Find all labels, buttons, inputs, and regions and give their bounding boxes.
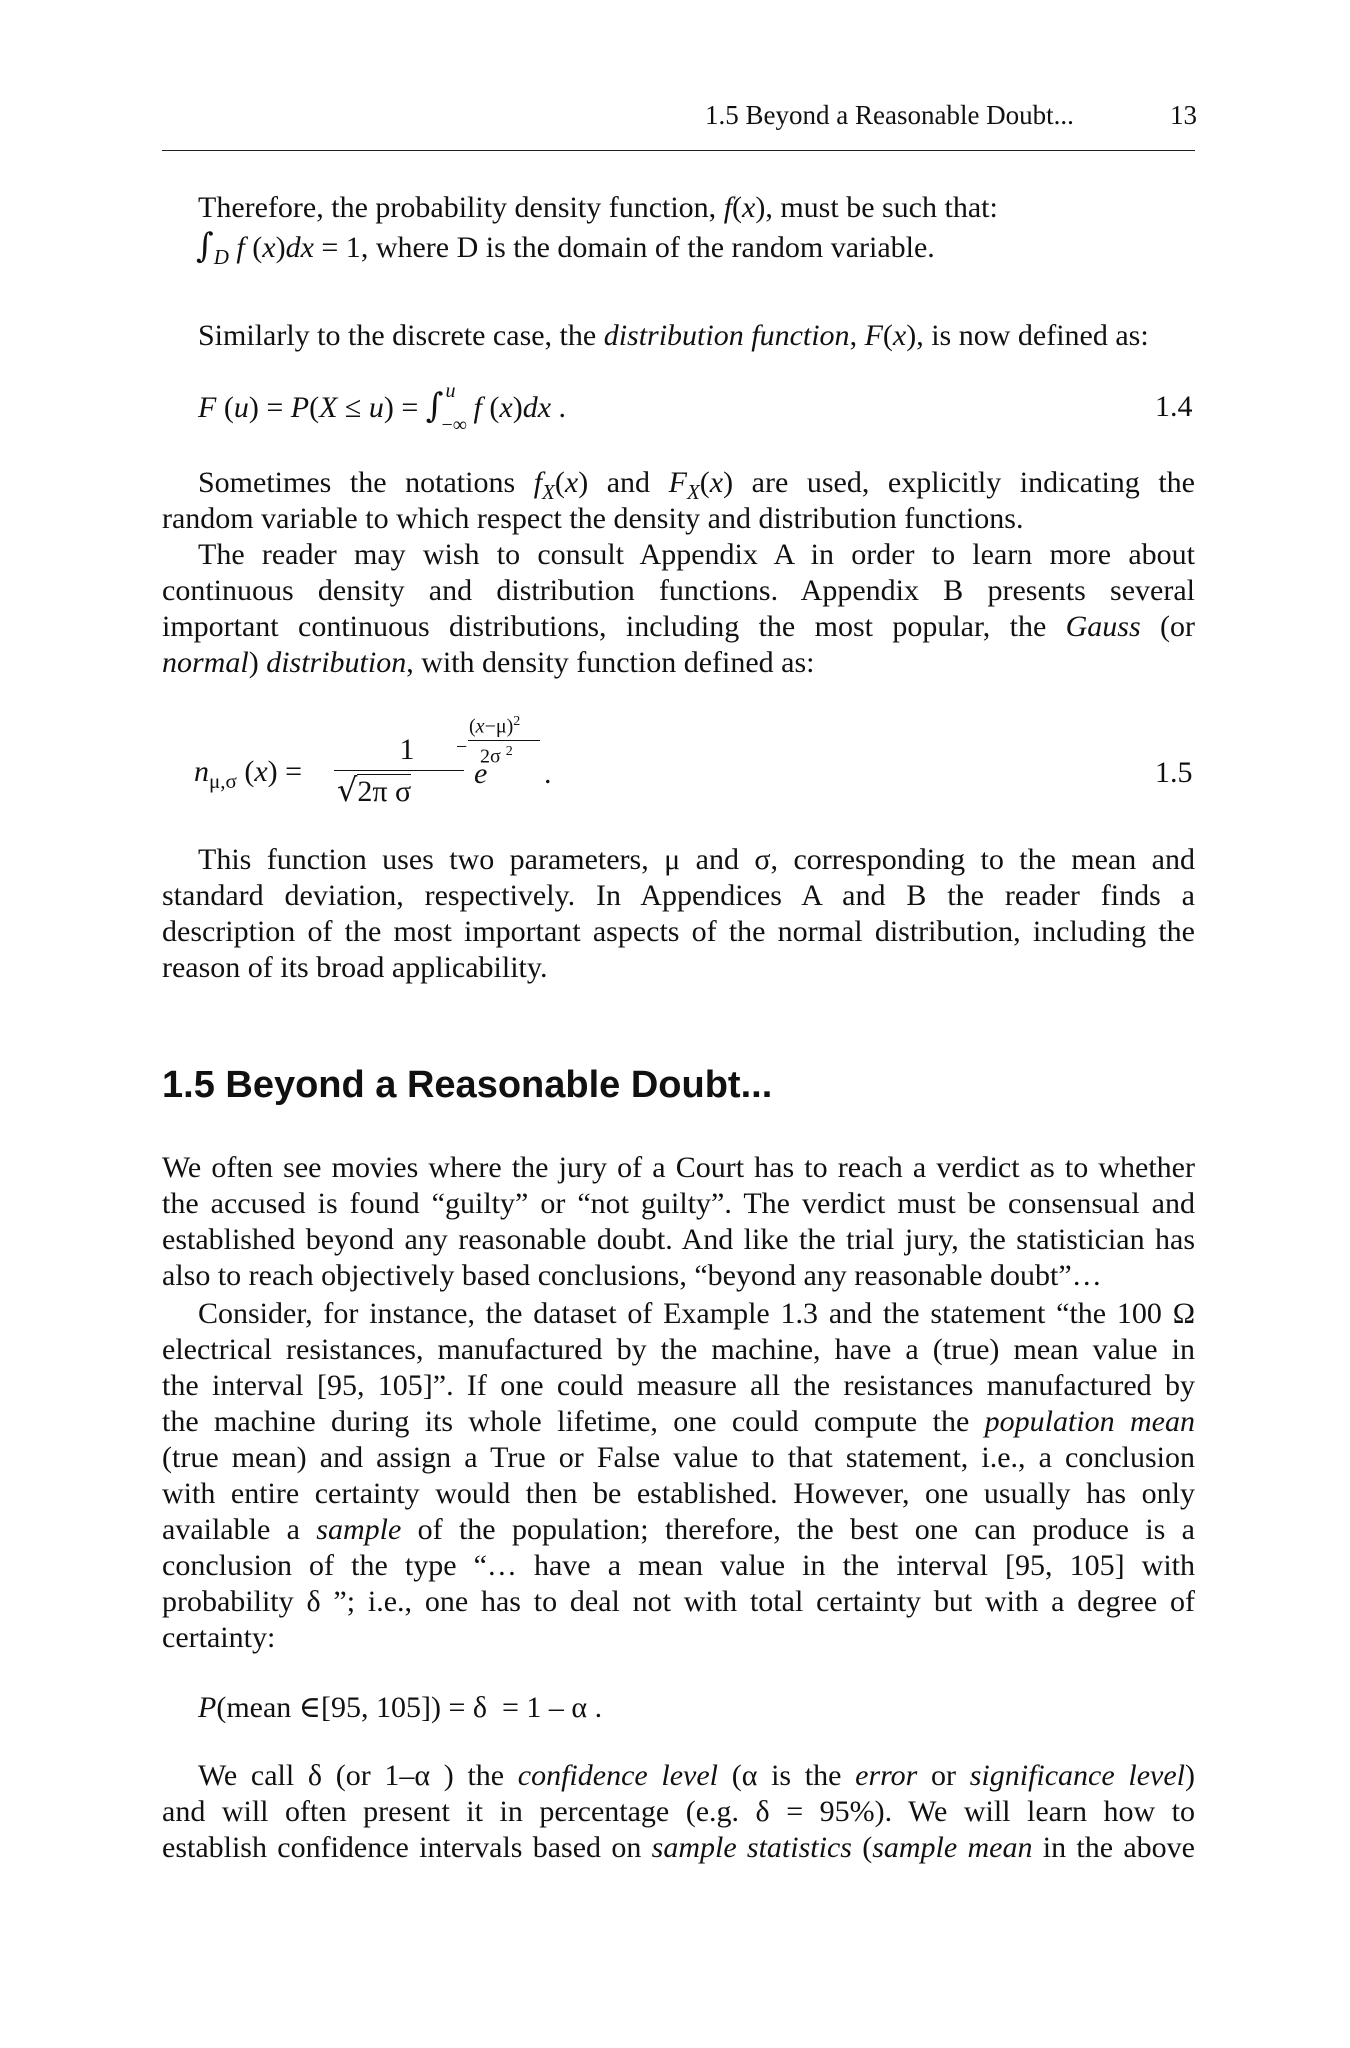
header-rule [162, 150, 1195, 151]
consider-line-5: (true mean) and assign a True or False value to that statement, i.e., a conclusion [162, 1441, 1195, 1474]
intro-line-1: Therefore, the probability density function, f(x), must be such that: [198, 191, 998, 224]
confidence-line-3: establish confidence intervals based on sample statistics (sample mean in the above [162, 1831, 1195, 1864]
appendix-line-3: important continuous distributions, including the most popular, the Gauss (or [162, 610, 1195, 643]
consider-line-2: electrical resistances, manufactured by the machine, have a (true) mean value in [162, 1333, 1195, 1366]
consider-line-3: the interval [95, 105]”. If one could measure all the resistances manufactured by [162, 1369, 1195, 1402]
page-number: 13 [1170, 100, 1197, 130]
running-title: 1.5 Beyond a Reasonable Doubt... [705, 100, 1074, 130]
equation-number-1-5: 1.5 [1155, 756, 1193, 789]
consider-line-8: conclusion of the type “… have a mean value in the interval [95, 105] with [162, 1549, 1195, 1582]
equation-1-4: F (u) = P(X ≤ u) = ∫ u −∞ f (x)dx . [198, 380, 567, 436]
section-heading: 1.5 Beyond a Reasonable Doubt... [162, 1064, 773, 1106]
params-line-1: This function uses two parameters, μ and σ, corresponding to the mean and [198, 843, 1195, 876]
appendix-line-1: The reader may wish to consult Appendix A in order to learn more about [198, 538, 1195, 571]
equation-1-5: $n_{\mu,\sigma}$ (x) = 1 √2π σ e − $(x-\mu)^2$ 2σ $^2$ . [194, 714, 552, 809]
confidence-equation: P(mean ∈[95, 105]) = δ = 1 – α . [198, 1691, 603, 1724]
equation-number-1-4: 1.4 [1155, 390, 1193, 423]
params-line-3: description of the most important aspects of the normal distribution, including the [162, 915, 1195, 948]
consider-line-6: with entire certainty would then be established. However, one usually has only [162, 1477, 1195, 1510]
jury-line-2: the accused is found “guilty” or “not guilty”. The verdict must be consensual and [162, 1187, 1195, 1220]
jury-line-4: also to reach objectively based conclusions, “beyond any reasonable doubt”… [162, 1259, 1102, 1292]
jury-line-1: We often see movies where the jury of a Court has to reach a verdict as to whether [162, 1151, 1195, 1184]
jury-line-3: established beyond any reasonable doubt. And like the trial jury, the statistician has [162, 1223, 1195, 1256]
consider-line-7: available a sample of the population; therefore, the best one can produce is a [162, 1513, 1195, 1546]
consider-line-1: Consider, for instance, the dataset of Example 1.3 and the statement “the 100 Ω [198, 1297, 1195, 1330]
notation-line-2: random variable to which respect the density and distribution functions. [162, 502, 1024, 535]
distribution-sentence: Similarly to the discrete case, the distribution function, F(x), is now defined as: [198, 319, 1149, 352]
params-line-2: standard deviation, respectively. In Appendices A and B the reader finds a [162, 879, 1195, 912]
consider-line-9: probability δ ”; i.e., one has to deal not with total certainty but with a degree of [162, 1585, 1195, 1618]
consider-line-10: certainty: [162, 1621, 276, 1654]
notation-line-1: Sometimes the notations $f_X(x)$ and $F_X(x)$ are used, explicitly indicating the [198, 466, 1195, 504]
params-line-4: reason of its broad applicability. [162, 951, 548, 984]
appendix-line-2: continuous density and distribution functions. Appendix B presents several [162, 574, 1195, 607]
intro-line-2: $\int_D$ f (x)dx = 1, where D is the domain of the random variable. [196, 226, 935, 269]
consider-line-4: the machine during its whole lifetime, one could compute the population mean [162, 1405, 1195, 1438]
intro-line-2-tail: , where D is the domain of the random variable. [360, 231, 935, 264]
appendix-line-4: normal) distribution, with density function defined as: [162, 646, 815, 679]
confidence-line-1: We call δ (or 1–α ) the confidence level (α is the error or significance level) [198, 1759, 1195, 1792]
confidence-line-2: and will often present it in percentage (e.g. δ = 95%). We will learn how to [162, 1795, 1195, 1828]
